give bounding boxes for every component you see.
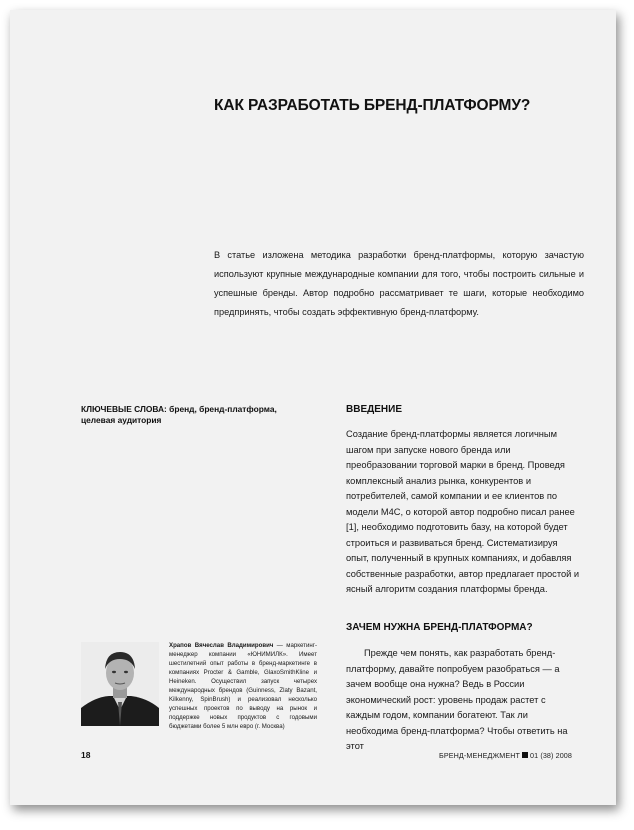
section-text-introduction: Создание бренд-платформы является логичным шагом при запуске нового бренда или преобразовании торговой марки в бренд. Проведя комплексный анализ рынка, конкурентов и потребителей, самой компании и ее клиентов по модели М4С, о которой автор подробно писал ранее [1], необходимо подготовить базу, на которой будет строиться и развиваться бренд. Систематизируя опыт, полученный в крупных компаниях, и добавляя собственные разработки, автор предлагает простой и ясный алгоритм создания платформы бренда. (346, 429, 580, 594)
article-abstract: В статье изложена методика разработки бренд-платформы, которую зачастую используют крупные международные компании для того, чтобы построить сильные и успешные бренды. Автор подробно рассматривает те шаги, которые необходимо предпринять, чтобы создать эффективную бренд-платформу. (214, 250, 584, 317)
author-photo (81, 642, 159, 726)
keywords (81, 404, 311, 426)
keywords-label: КЛЮЧЕВЫЕ СЛОВА: (81, 404, 167, 414)
square-bullet-icon (522, 752, 528, 758)
section-text-why-platform: Прежде чем понять, как разработать бренд-платформу, давайте попробуем разобраться — а зачем вообще она нужна? Ведь в России экономический рост: уровень продаж растет с каждым годом, компании богатеют. Так ли необходима бренд-платформа? Чтобы ответить на этот (346, 648, 568, 751)
author-name: Храпов Вячеслав Владимирович (169, 642, 274, 649)
journal-name: БРЕНД-МЕНЕДЖМЕНТ (439, 751, 521, 760)
journal-footer (439, 751, 572, 760)
author-description: — маркетинг-менеджер компании «ЮНИМИЛК». Имеет шестилетний опыт работы в бренд-маркетинге в компаниях Procter & Gamble, GlaxoSmithKline и Heineken. Осуществил запуск четырех международных брендов (Guinness, Zlaty Bazant, Kilkenny, SpinBrush) и реализовал несколько успешных проектов по выводу на рынок и поддержке новых продуктов с годовыми бюджетами более 5 млн евро (г. Москва) (169, 642, 317, 730)
section-heading-introduction: ВВЕДЕНИЕ (346, 404, 402, 415)
section-heading-why-platform: ЗАЧЕМ НУЖНА БРЕНД-ПЛАТФОРМА? (346, 622, 533, 633)
article-title: КАК РАЗРАБОТАТЬ БРЕНД-ПЛАТФОРМУ? (214, 97, 531, 114)
magazine-page (10, 10, 616, 805)
author-bio (169, 641, 317, 731)
journal-issue: 01 (38) 2008 (530, 751, 572, 760)
page-number: 18 (81, 750, 91, 760)
keywords-text: бренд, бренд-платформа, целевая аудитория (81, 404, 277, 425)
